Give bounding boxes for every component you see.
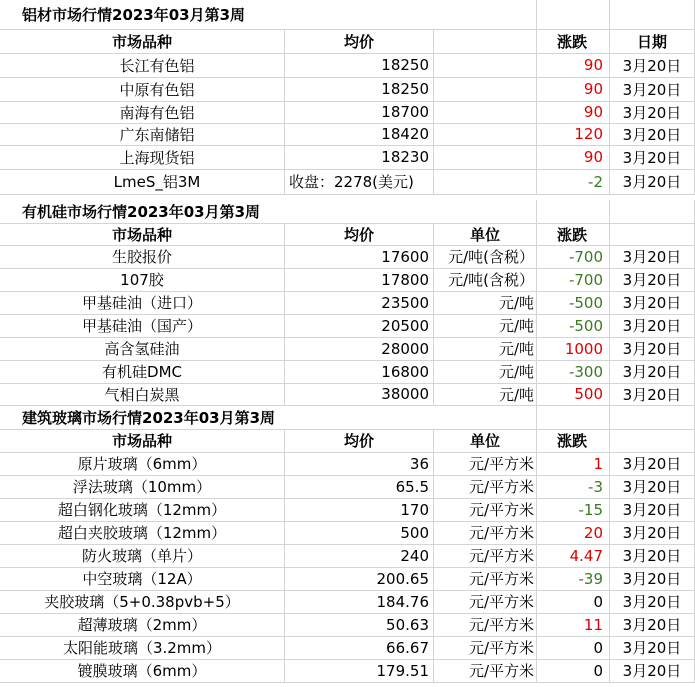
table-row bbox=[0, 544, 695, 568]
empty-cell bbox=[537, 0, 610, 29]
item-change: -500 bbox=[537, 314, 610, 337]
item-price: 23500 bbox=[285, 291, 434, 314]
item-name: 防火玻璃（单片） bbox=[0, 544, 285, 567]
item-change: 11 bbox=[537, 613, 610, 636]
item-unit: 元/吨 bbox=[434, 360, 537, 383]
item-unit: 元/吨(含税） bbox=[434, 245, 537, 268]
table-row bbox=[0, 245, 695, 269]
item-unit: 元/吨 bbox=[434, 291, 537, 314]
header-change: 涨跌 bbox=[537, 29, 610, 53]
item-date: 3月20日 bbox=[610, 53, 695, 77]
table-row bbox=[0, 521, 695, 545]
aluminum-title-row bbox=[0, 0, 695, 30]
table-row bbox=[0, 53, 695, 78]
header-change: 涨跌 bbox=[537, 429, 610, 452]
item-price: 200.65 bbox=[285, 567, 434, 590]
table-row bbox=[0, 337, 695, 361]
header-price: 均价 bbox=[285, 223, 434, 245]
table-row bbox=[0, 475, 695, 499]
item-change: -700 bbox=[537, 268, 610, 291]
empty-cell bbox=[610, 223, 695, 245]
empty-cell bbox=[434, 29, 537, 53]
item-change: 90 bbox=[537, 77, 610, 101]
header-name: 市场品种 bbox=[0, 429, 285, 452]
item-change: -500 bbox=[537, 291, 610, 314]
item-unit: 元/平方米 bbox=[434, 613, 537, 636]
table-row bbox=[0, 613, 695, 637]
item-name: LmeS_铝3M bbox=[0, 169, 285, 194]
item-price: 18700 bbox=[285, 101, 434, 123]
item-price: 65.5 bbox=[285, 475, 434, 498]
item-name: 长江有色铝 bbox=[0, 53, 285, 77]
item-date: 3月20日 bbox=[610, 544, 695, 567]
item-price: 500 bbox=[285, 521, 434, 544]
item-date: 3月20日 bbox=[610, 77, 695, 101]
header-price: 均价 bbox=[285, 29, 434, 53]
item-unit: 元/平方米 bbox=[434, 498, 537, 521]
item-date: 3月20日 bbox=[610, 636, 695, 659]
aluminum-header-row bbox=[0, 29, 695, 54]
item-name: 甲基硅油（国产） bbox=[0, 314, 285, 337]
item-change: 90 bbox=[537, 145, 610, 169]
item-price: 170 bbox=[285, 498, 434, 521]
item-name: 太阳能玻璃（3.2mm） bbox=[0, 636, 285, 659]
item-name: 107胶 bbox=[0, 268, 285, 291]
item-name: 南海有色铝 bbox=[0, 101, 285, 123]
item-price: 184.76 bbox=[285, 590, 434, 613]
item-name: 有机硅DMC bbox=[0, 360, 285, 383]
glass-title-row bbox=[0, 405, 695, 430]
item-change: -2 bbox=[537, 169, 610, 194]
item-change: 0 bbox=[537, 590, 610, 613]
header-name: 市场品种 bbox=[0, 29, 285, 53]
item-price: 17800 bbox=[285, 268, 434, 291]
empty-cell bbox=[434, 405, 537, 429]
item-price: 179.51 bbox=[285, 659, 434, 682]
item-price: 18420 bbox=[285, 123, 434, 145]
item-name: 原片玻璃（6mm） bbox=[0, 452, 285, 475]
item-price: 240 bbox=[285, 544, 434, 567]
item-unit: 元/平方米 bbox=[434, 521, 537, 544]
table-row bbox=[0, 77, 695, 102]
aluminum-title: 铝材市场行情2023年03月第3周 bbox=[22, 6, 246, 24]
table-row bbox=[0, 145, 695, 170]
item-unit: 元/吨 bbox=[434, 314, 537, 337]
item-name: 浮法玻璃（10mm） bbox=[0, 475, 285, 498]
item-name: 气相白炭黑 bbox=[0, 383, 285, 405]
item-name: 夹胶玻璃（5+0.38pvb+5） bbox=[0, 590, 285, 613]
item-change: -15 bbox=[537, 498, 610, 521]
empty-cell bbox=[434, 145, 537, 169]
item-price: 38000 bbox=[285, 383, 434, 405]
table-row bbox=[0, 498, 695, 522]
glass-title: 建筑玻璃市场行情2023年03月第3周 bbox=[22, 408, 276, 427]
table-row bbox=[0, 169, 695, 195]
item-price: 16800 bbox=[285, 360, 434, 383]
table-row bbox=[0, 567, 695, 591]
item-date: 3月20日 bbox=[610, 590, 695, 613]
empty-cell bbox=[610, 0, 695, 29]
table-row bbox=[0, 360, 695, 384]
empty-cell bbox=[434, 123, 537, 145]
item-change: 1000 bbox=[537, 337, 610, 360]
table-row bbox=[0, 383, 695, 406]
item-unit: 元/平方米 bbox=[434, 567, 537, 590]
item-unit: 元/平方米 bbox=[434, 590, 537, 613]
item-change: 0 bbox=[537, 636, 610, 659]
empty-cell bbox=[434, 200, 537, 223]
item-date: 3月20日 bbox=[610, 101, 695, 123]
table-row bbox=[0, 659, 695, 683]
table-row bbox=[0, 123, 695, 146]
table-row bbox=[0, 101, 695, 124]
item-unit: 元/吨 bbox=[434, 383, 537, 405]
item-price: 18230 bbox=[285, 145, 434, 169]
item-name: 中原有色铝 bbox=[0, 77, 285, 101]
item-date: 3月20日 bbox=[610, 521, 695, 544]
item-name: 上海现货铝 bbox=[0, 145, 285, 169]
item-unit: 元/平方米 bbox=[434, 659, 537, 682]
item-date: 3月20日 bbox=[610, 337, 695, 360]
item-change: -39 bbox=[537, 567, 610, 590]
item-name: 生胶报价 bbox=[0, 245, 285, 268]
empty-cell bbox=[434, 101, 537, 123]
item-change: -300 bbox=[537, 360, 610, 383]
item-change: 1 bbox=[537, 452, 610, 475]
empty-cell bbox=[434, 0, 537, 29]
item-name: 镀膜玻璃（6mm） bbox=[0, 659, 285, 682]
item-price: 28000 bbox=[285, 337, 434, 360]
empty-cell bbox=[610, 405, 695, 429]
item-change: 4.47 bbox=[537, 544, 610, 567]
item-unit: 元/平方米 bbox=[434, 475, 537, 498]
header-date: 日期 bbox=[610, 29, 695, 53]
item-price: 20500 bbox=[285, 314, 434, 337]
item-change: 0 bbox=[537, 659, 610, 682]
item-price: 17600 bbox=[285, 245, 434, 268]
item-date: 3月20日 bbox=[610, 360, 695, 383]
empty-cell bbox=[610, 200, 695, 223]
item-change: 20 bbox=[537, 521, 610, 544]
item-date: 3月20日 bbox=[610, 314, 695, 337]
table-row bbox=[0, 314, 695, 338]
item-date: 3月20日 bbox=[610, 383, 695, 405]
empty-cell bbox=[434, 169, 537, 194]
item-change: -3 bbox=[537, 475, 610, 498]
item-date: 3月20日 bbox=[610, 567, 695, 590]
silicone-title: 有机硅市场行情2023年03月第3周 bbox=[22, 203, 261, 221]
item-price: 18250 bbox=[285, 77, 434, 101]
item-name: 超薄玻璃（2mm） bbox=[0, 613, 285, 636]
item-price: 收盘：2278(美元) bbox=[285, 169, 434, 194]
empty-cell bbox=[434, 77, 537, 101]
item-price: 36 bbox=[285, 452, 434, 475]
table-row bbox=[0, 636, 695, 660]
table-row bbox=[0, 291, 695, 315]
table-row bbox=[0, 268, 695, 292]
item-date: 3月20日 bbox=[610, 245, 695, 268]
item-name: 超白钢化玻璃（12mm） bbox=[0, 498, 285, 521]
item-price: 50.63 bbox=[285, 613, 434, 636]
header-change: 涨跌 bbox=[537, 223, 610, 245]
item-date: 3月20日 bbox=[610, 145, 695, 169]
item-name: 高含氢硅油 bbox=[0, 337, 285, 360]
item-change: 90 bbox=[537, 53, 610, 77]
item-date: 3月20日 bbox=[610, 291, 695, 314]
item-name: 超白夹胶玻璃（12mm） bbox=[0, 521, 285, 544]
item-date: 3月20日 bbox=[610, 498, 695, 521]
item-unit: 元/平方米 bbox=[434, 544, 537, 567]
item-change: -700 bbox=[537, 245, 610, 268]
item-change: 500 bbox=[537, 383, 610, 405]
item-unit: 元/平方米 bbox=[434, 452, 537, 475]
item-name: 中空玻璃（12A） bbox=[0, 567, 285, 590]
silicone-header-row bbox=[0, 223, 695, 246]
item-price: 18250 bbox=[285, 53, 434, 77]
silicone-title-row bbox=[0, 200, 695, 224]
item-name: 甲基硅油（进口） bbox=[0, 291, 285, 314]
header-unit: 单位 bbox=[434, 223, 537, 245]
glass-header-row bbox=[0, 429, 695, 453]
item-name: 广东南储铝 bbox=[0, 123, 285, 145]
item-date: 3月20日 bbox=[610, 123, 695, 145]
empty-cell bbox=[610, 429, 695, 452]
item-date: 3月20日 bbox=[610, 452, 695, 475]
item-unit: 元/吨 bbox=[434, 337, 537, 360]
header-name: 市场品种 bbox=[0, 223, 285, 245]
item-price: 66.67 bbox=[285, 636, 434, 659]
item-unit: 元/吨(含税） bbox=[434, 268, 537, 291]
item-date: 3月20日 bbox=[610, 475, 695, 498]
item-change: 90 bbox=[537, 101, 610, 123]
table-row bbox=[0, 590, 695, 614]
item-date: 3月20日 bbox=[610, 613, 695, 636]
empty-cell bbox=[537, 405, 610, 429]
empty-cell bbox=[537, 200, 610, 223]
header-price: 均价 bbox=[285, 429, 434, 452]
empty-cell bbox=[434, 53, 537, 77]
header-unit: 单位 bbox=[434, 429, 537, 452]
item-date: 3月20日 bbox=[610, 169, 695, 194]
item-date: 3月20日 bbox=[610, 268, 695, 291]
table-row bbox=[0, 452, 695, 476]
item-change: 120 bbox=[537, 123, 610, 145]
item-unit: 元/平方米 bbox=[434, 636, 537, 659]
item-date: 3月20日 bbox=[610, 659, 695, 682]
